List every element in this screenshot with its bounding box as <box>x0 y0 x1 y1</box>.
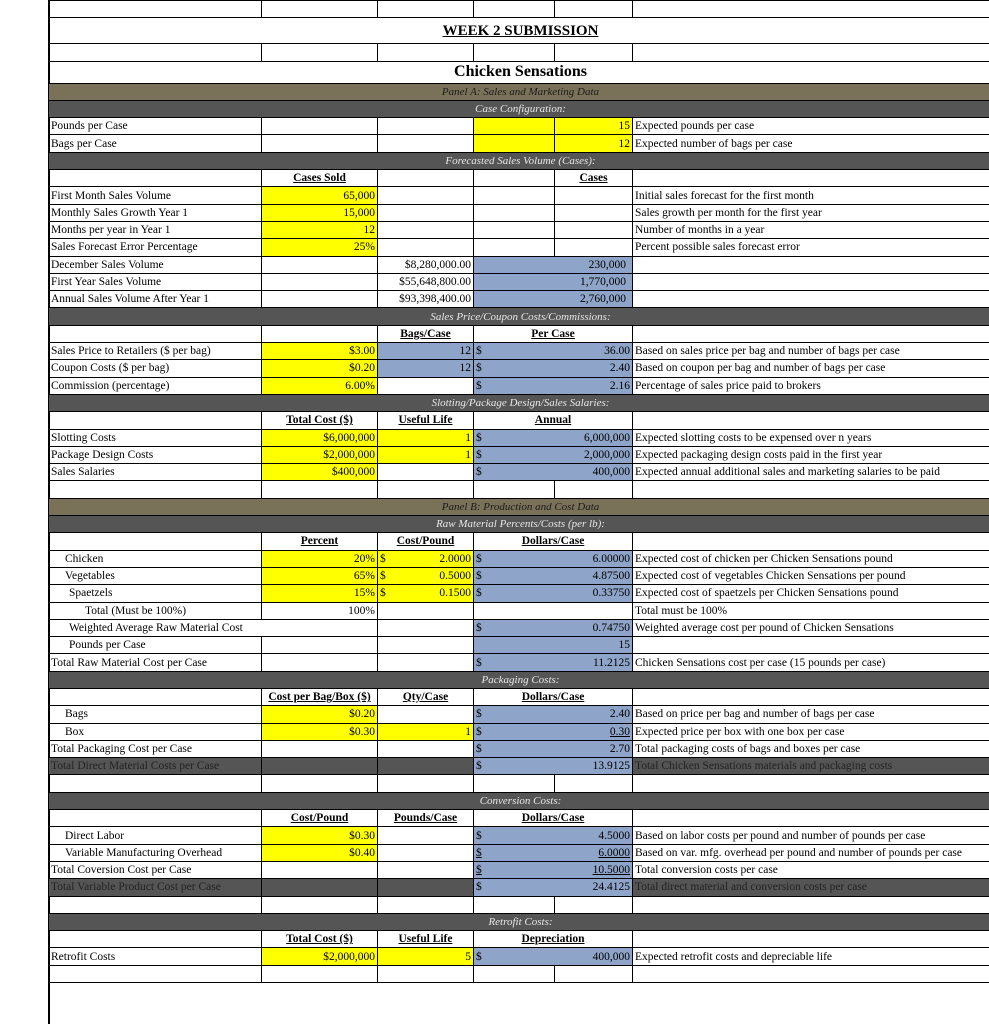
currency-symbol: $ <box>476 466 482 479</box>
table-row <box>49 256 989 273</box>
currency-symbol: $ <box>476 379 482 392</box>
table-row <box>49 343 989 360</box>
table-row <box>49 118 989 135</box>
description: Expected cost of spaetzels per Chicken Sensations pound <box>633 585 989 602</box>
table-row <box>49 567 989 584</box>
description: Expected pounds per case <box>633 118 989 135</box>
row-label: Commission (percentage) <box>49 377 262 394</box>
input-cell[interactable]: $400,000 <box>262 464 378 481</box>
table-row <box>49 221 989 238</box>
row-label: Pounds per Case <box>49 118 262 135</box>
table-row <box>49 273 989 290</box>
currency-symbol: $ <box>476 362 482 375</box>
table-row <box>49 965 989 982</box>
row-label: Weighted Average Raw Material Cost <box>49 619 378 636</box>
computed-value: 400,000 <box>592 950 630 963</box>
table-row <box>49 948 989 965</box>
row-label: Sales Forecast Error Percentage <box>49 239 262 256</box>
row-label: Bags per Case <box>49 135 262 152</box>
table-row <box>49 585 989 602</box>
input-cell[interactable]: 1 <box>378 723 474 740</box>
value-cell[interactable]: $93,398,400.00 <box>378 291 474 308</box>
input-cell[interactable]: $0.20 <box>262 360 378 377</box>
row-label: Box <box>49 723 262 740</box>
description: Initial sales forecast for the first month <box>633 187 989 204</box>
currency-symbol: $ <box>476 846 482 859</box>
table-row <box>49 135 989 152</box>
currency-symbol: $ <box>476 829 482 842</box>
description: Number of months in a year <box>633 221 989 238</box>
description: Total packaging costs of bags and boxes per case <box>633 740 989 757</box>
description: Expected price per box with one box per case <box>633 723 989 740</box>
table-row <box>49 723 989 740</box>
computed-value: 24.4125 <box>592 881 630 894</box>
table-row <box>49 187 989 204</box>
computed-cell[interactable]: 15 <box>474 637 633 654</box>
computed-value: 2.16 <box>609 379 630 392</box>
currency-symbol: $ <box>476 760 482 773</box>
input-cell[interactable]: $3.00 <box>262 343 378 360</box>
table-row <box>49 291 989 308</box>
row-label: December Sales Volume <box>49 256 262 273</box>
table-row <box>49 810 989 827</box>
column-header: Pounds/Case <box>378 810 474 827</box>
table-row <box>49 446 989 463</box>
column-header: Cost per Bag/Box ($) <box>262 688 378 705</box>
column-header: Qty/Case <box>378 688 474 705</box>
row-label: Pounds per Case <box>49 637 262 654</box>
row-label: Total Raw Material Cost per Case <box>49 654 262 671</box>
currency-symbol: $ <box>476 725 482 738</box>
description: Expected slotting costs to be expensed over n years <box>633 429 989 446</box>
row-label: Chicken <box>49 550 262 567</box>
input-value: 2.0000 <box>439 552 471 565</box>
input-cell[interactable]: 5 <box>378 948 474 965</box>
currency-symbol: $ <box>380 552 386 565</box>
computed-cell[interactable]: 1,770,000 <box>474 273 633 290</box>
forecast-header: Forecasted Sales Volume (Cases): <box>49 152 989 169</box>
currency-symbol: $ <box>476 587 482 600</box>
input-cell[interactable]: $0.30 <box>262 723 378 740</box>
table-row <box>49 844 989 861</box>
price-header: Sales Price/Coupon Costs/Commissions: <box>49 308 989 325</box>
input-cell[interactable]: 20% <box>262 550 378 567</box>
row-label: Total Packaging Cost per Case <box>49 740 262 757</box>
description: Expected packaging design costs paid in the first year <box>633 446 989 463</box>
table-row <box>49 360 989 377</box>
spreadsheet-grid <box>48 0 989 983</box>
table-row <box>49 706 989 723</box>
raw-material-header: Raw Material Percents/Costs (per lb): <box>49 516 989 533</box>
table-row <box>49 861 989 878</box>
table-row <box>49 239 989 256</box>
description: Based on labor costs per pound and number of pounds per case <box>633 827 989 844</box>
retrofit-header: Retrofit Costs: <box>49 913 989 930</box>
computed-cell[interactable]: 230,000 <box>474 256 633 273</box>
input-cell[interactable]: 15% <box>262 585 378 602</box>
column-header: Dollars/Case <box>474 810 633 827</box>
row-label: Package Design Costs <box>49 446 262 463</box>
table-row <box>49 429 989 446</box>
currency-symbol: $ <box>476 950 482 963</box>
table-row <box>49 550 989 567</box>
description: Chicken Sensations cost per case (15 pounds per case) <box>633 654 989 671</box>
table-row <box>49 1 989 18</box>
column-header: Bags/Case <box>378 325 474 342</box>
column-header: Useful Life <box>378 412 474 429</box>
case-config-header: Case Configuration: <box>49 100 989 117</box>
row-label: First Month Sales Volume <box>49 187 262 204</box>
table-row <box>49 896 989 913</box>
table-row <box>49 688 989 705</box>
slotting-header: Slotting/Package Design/Sales Salaries: <box>49 394 989 411</box>
input-cell[interactable]: 12 <box>262 221 378 238</box>
description: Based on sales price per bag and number of bags per case <box>633 343 989 360</box>
column-header: Annual <box>474 412 633 429</box>
column-header: Total Cost ($) <box>262 931 378 948</box>
row-label: Monthly Sales Growth Year 1 <box>49 204 262 221</box>
computed-value: 2.70 <box>609 743 630 756</box>
computed-cell[interactable]: 12 <box>378 360 474 377</box>
computed-value: 4.5000 <box>598 829 630 842</box>
row-label: Slotting Costs <box>49 429 262 446</box>
row-label: First Year Sales Volume <box>49 273 262 290</box>
description: Expected cost of vegetables Chicken Sensations per pound <box>633 567 989 584</box>
column-header: Cases <box>555 170 633 187</box>
table-row <box>49 827 989 844</box>
currency-symbol: $ <box>476 881 482 894</box>
column-header: Useful Life <box>378 931 474 948</box>
row-label: Spaetzels <box>49 585 262 602</box>
row-label: Variable Manufacturing Overhead <box>49 844 262 861</box>
computed-value: 4.87500 <box>592 570 630 583</box>
input-cell[interactable]: $6,000,000 <box>262 429 378 446</box>
input-value: 0.5000 <box>439 570 471 583</box>
table-row <box>49 879 989 896</box>
currency-symbol: $ <box>476 431 482 444</box>
column-header: Percent <box>262 533 378 550</box>
input-cell[interactable]: 1 <box>378 429 474 446</box>
input-cell[interactable]: 65% <box>262 567 378 584</box>
value-cell[interactable]: 100% <box>262 602 378 619</box>
table-row <box>49 619 989 636</box>
currency-symbol: $ <box>380 587 386 600</box>
column-header: Cases Sold <box>262 170 378 187</box>
row-label: Sales Price to Retailers ($ per bag) <box>49 343 262 360</box>
description: Based on price per bag and number of bags per case <box>633 706 989 723</box>
description: Expected cost of chicken per Chicken Sensations pound <box>633 550 989 567</box>
input-cell[interactable]: $0.30 <box>262 827 378 844</box>
row-label: Annual Sales Volume After Year 1 <box>49 291 262 308</box>
input-cell[interactable]: $2,000,000 <box>262 948 378 965</box>
input-cell[interactable]: 1 <box>378 446 474 463</box>
value-cell[interactable]: $55,648,800.00 <box>378 273 474 290</box>
row-label: Bags <box>49 706 262 723</box>
computed-value: 2.40 <box>609 362 630 375</box>
table-row <box>49 44 989 61</box>
currency-symbol: $ <box>380 570 386 583</box>
computed-value: 10.5000 <box>592 864 630 877</box>
description: Total must be 100% <box>633 602 989 619</box>
panel-b-header: Panel B: Production and Cost Data <box>49 498 989 515</box>
description: Total Chicken Sensations materials and packaging costs <box>633 758 989 775</box>
currency-symbol: $ <box>476 570 482 583</box>
table-row <box>49 758 989 775</box>
page-subtitle: Chicken Sensations <box>454 63 587 81</box>
computed-value: 36.00 <box>604 345 630 358</box>
input-cell[interactable]: $0.20 <box>262 706 378 723</box>
column-header: Dollars/Case <box>474 533 633 550</box>
row-label: Retrofit Costs <box>49 948 262 965</box>
table-row <box>49 481 989 498</box>
computed-value: 11.2125 <box>593 656 630 669</box>
currency-symbol: $ <box>476 743 482 756</box>
spreadsheet <box>48 0 989 983</box>
row-label: Sales Salaries <box>49 464 262 481</box>
currency-symbol: $ <box>476 448 482 461</box>
table-row <box>49 204 989 221</box>
description: Sales growth per month for the first year <box>633 204 989 221</box>
column-header: Cost/Pound <box>378 533 474 550</box>
row-label: Months per year in Year 1 <box>49 221 262 238</box>
table-row <box>49 464 989 481</box>
row-label: Vegetables <box>49 567 262 584</box>
panel-a-header: Panel A: Sales and Marketing Data <box>49 83 989 100</box>
computed-value: 6.0000 <box>598 846 630 859</box>
currency-symbol: $ <box>476 656 482 669</box>
table-row <box>49 412 989 429</box>
column-header: Total Cost ($) <box>262 412 378 429</box>
currency-symbol: $ <box>476 864 482 877</box>
table-row <box>49 377 989 394</box>
packaging-header: Packaging Costs: <box>49 671 989 688</box>
computed-value: 0.30 <box>609 725 630 738</box>
table-row <box>49 740 989 757</box>
table-row <box>49 602 989 619</box>
input-cell[interactable]: 65,000 <box>262 187 378 204</box>
computed-value: 2,000,000 <box>584 448 630 461</box>
column-header: Per Case <box>474 325 633 342</box>
computed-value: 13.9125 <box>592 760 630 773</box>
table-row <box>49 775 989 792</box>
currency-symbol: $ <box>476 708 482 721</box>
description: Percentage of sales price paid to brokers <box>633 377 989 394</box>
computed-cell[interactable]: 2,760,000 <box>474 291 633 308</box>
row-label: Coupon Costs ($ per bag) <box>49 360 262 377</box>
table-row <box>49 325 989 342</box>
subtitle-row <box>49 61 989 83</box>
table-row <box>49 654 989 671</box>
table-row <box>49 533 989 550</box>
description: Weighted average cost per pound of Chicken Sensations <box>633 619 989 636</box>
input-cell[interactable]: 15,000 <box>262 204 378 221</box>
input-cell[interactable]: 15 <box>555 118 633 135</box>
row-label: Total (Must be 100%) <box>49 602 262 619</box>
input-cell[interactable]: $0.40 <box>262 844 378 861</box>
computed-value: 0.74750 <box>592 621 630 634</box>
input-cell[interactable]: 25% <box>262 239 378 256</box>
description: Expected number of bags per case <box>633 135 989 152</box>
computed-value: 6.00000 <box>592 552 630 565</box>
computed-value: 0.33750 <box>592 587 630 600</box>
table-row <box>49 931 989 948</box>
table-row <box>49 170 989 187</box>
page-title: WEEK 2 SUBMISSION <box>442 22 599 39</box>
description: Expected annual additional sales and marketing salaries to be paid <box>633 464 989 481</box>
row-label: Direct Labor <box>49 827 262 844</box>
description: Based on coupon per bag and number of bags per case <box>633 360 989 377</box>
computed-value: 2.40 <box>609 708 630 721</box>
description: Total direct material and conversion costs per case <box>633 879 989 896</box>
input-cell[interactable]: 12 <box>555 135 633 152</box>
computed-value: 400,000 <box>592 466 630 479</box>
computed-value: 6,000,000 <box>584 431 630 444</box>
input-cell[interactable]: $2,000,000 <box>262 446 378 463</box>
row-label: Total Direct Material Costs per Case <box>49 758 262 775</box>
computed-cell[interactable]: 12 <box>378 343 474 360</box>
description: Total conversion costs per case <box>633 861 989 878</box>
description: Expected retrofit costs and depreciable life <box>633 948 989 965</box>
column-header: Cost/Pound <box>262 810 378 827</box>
currency-symbol: $ <box>476 552 482 565</box>
row-label: Total Variable Product Cost per Case <box>49 879 262 896</box>
input-cell[interactable]: 6.00% <box>262 377 378 394</box>
description: Percent possible sales forecast error <box>633 239 989 256</box>
row-label: Total Coversion Cost per Case <box>49 861 262 878</box>
input-value: 0.1500 <box>439 587 471 600</box>
column-header: Depreciation <box>474 931 633 948</box>
column-header: Dollars/Case <box>474 688 633 705</box>
currency-symbol: $ <box>476 621 482 634</box>
description: Based on var. mfg. overhead per pound and number of pounds per case <box>633 844 989 861</box>
table-row <box>49 637 989 654</box>
value-cell[interactable]: $8,280,000.00 <box>378 256 474 273</box>
conversion-header: Conversion Costs: <box>49 792 989 809</box>
currency-symbol: $ <box>476 345 482 358</box>
title-row <box>49 18 989 44</box>
